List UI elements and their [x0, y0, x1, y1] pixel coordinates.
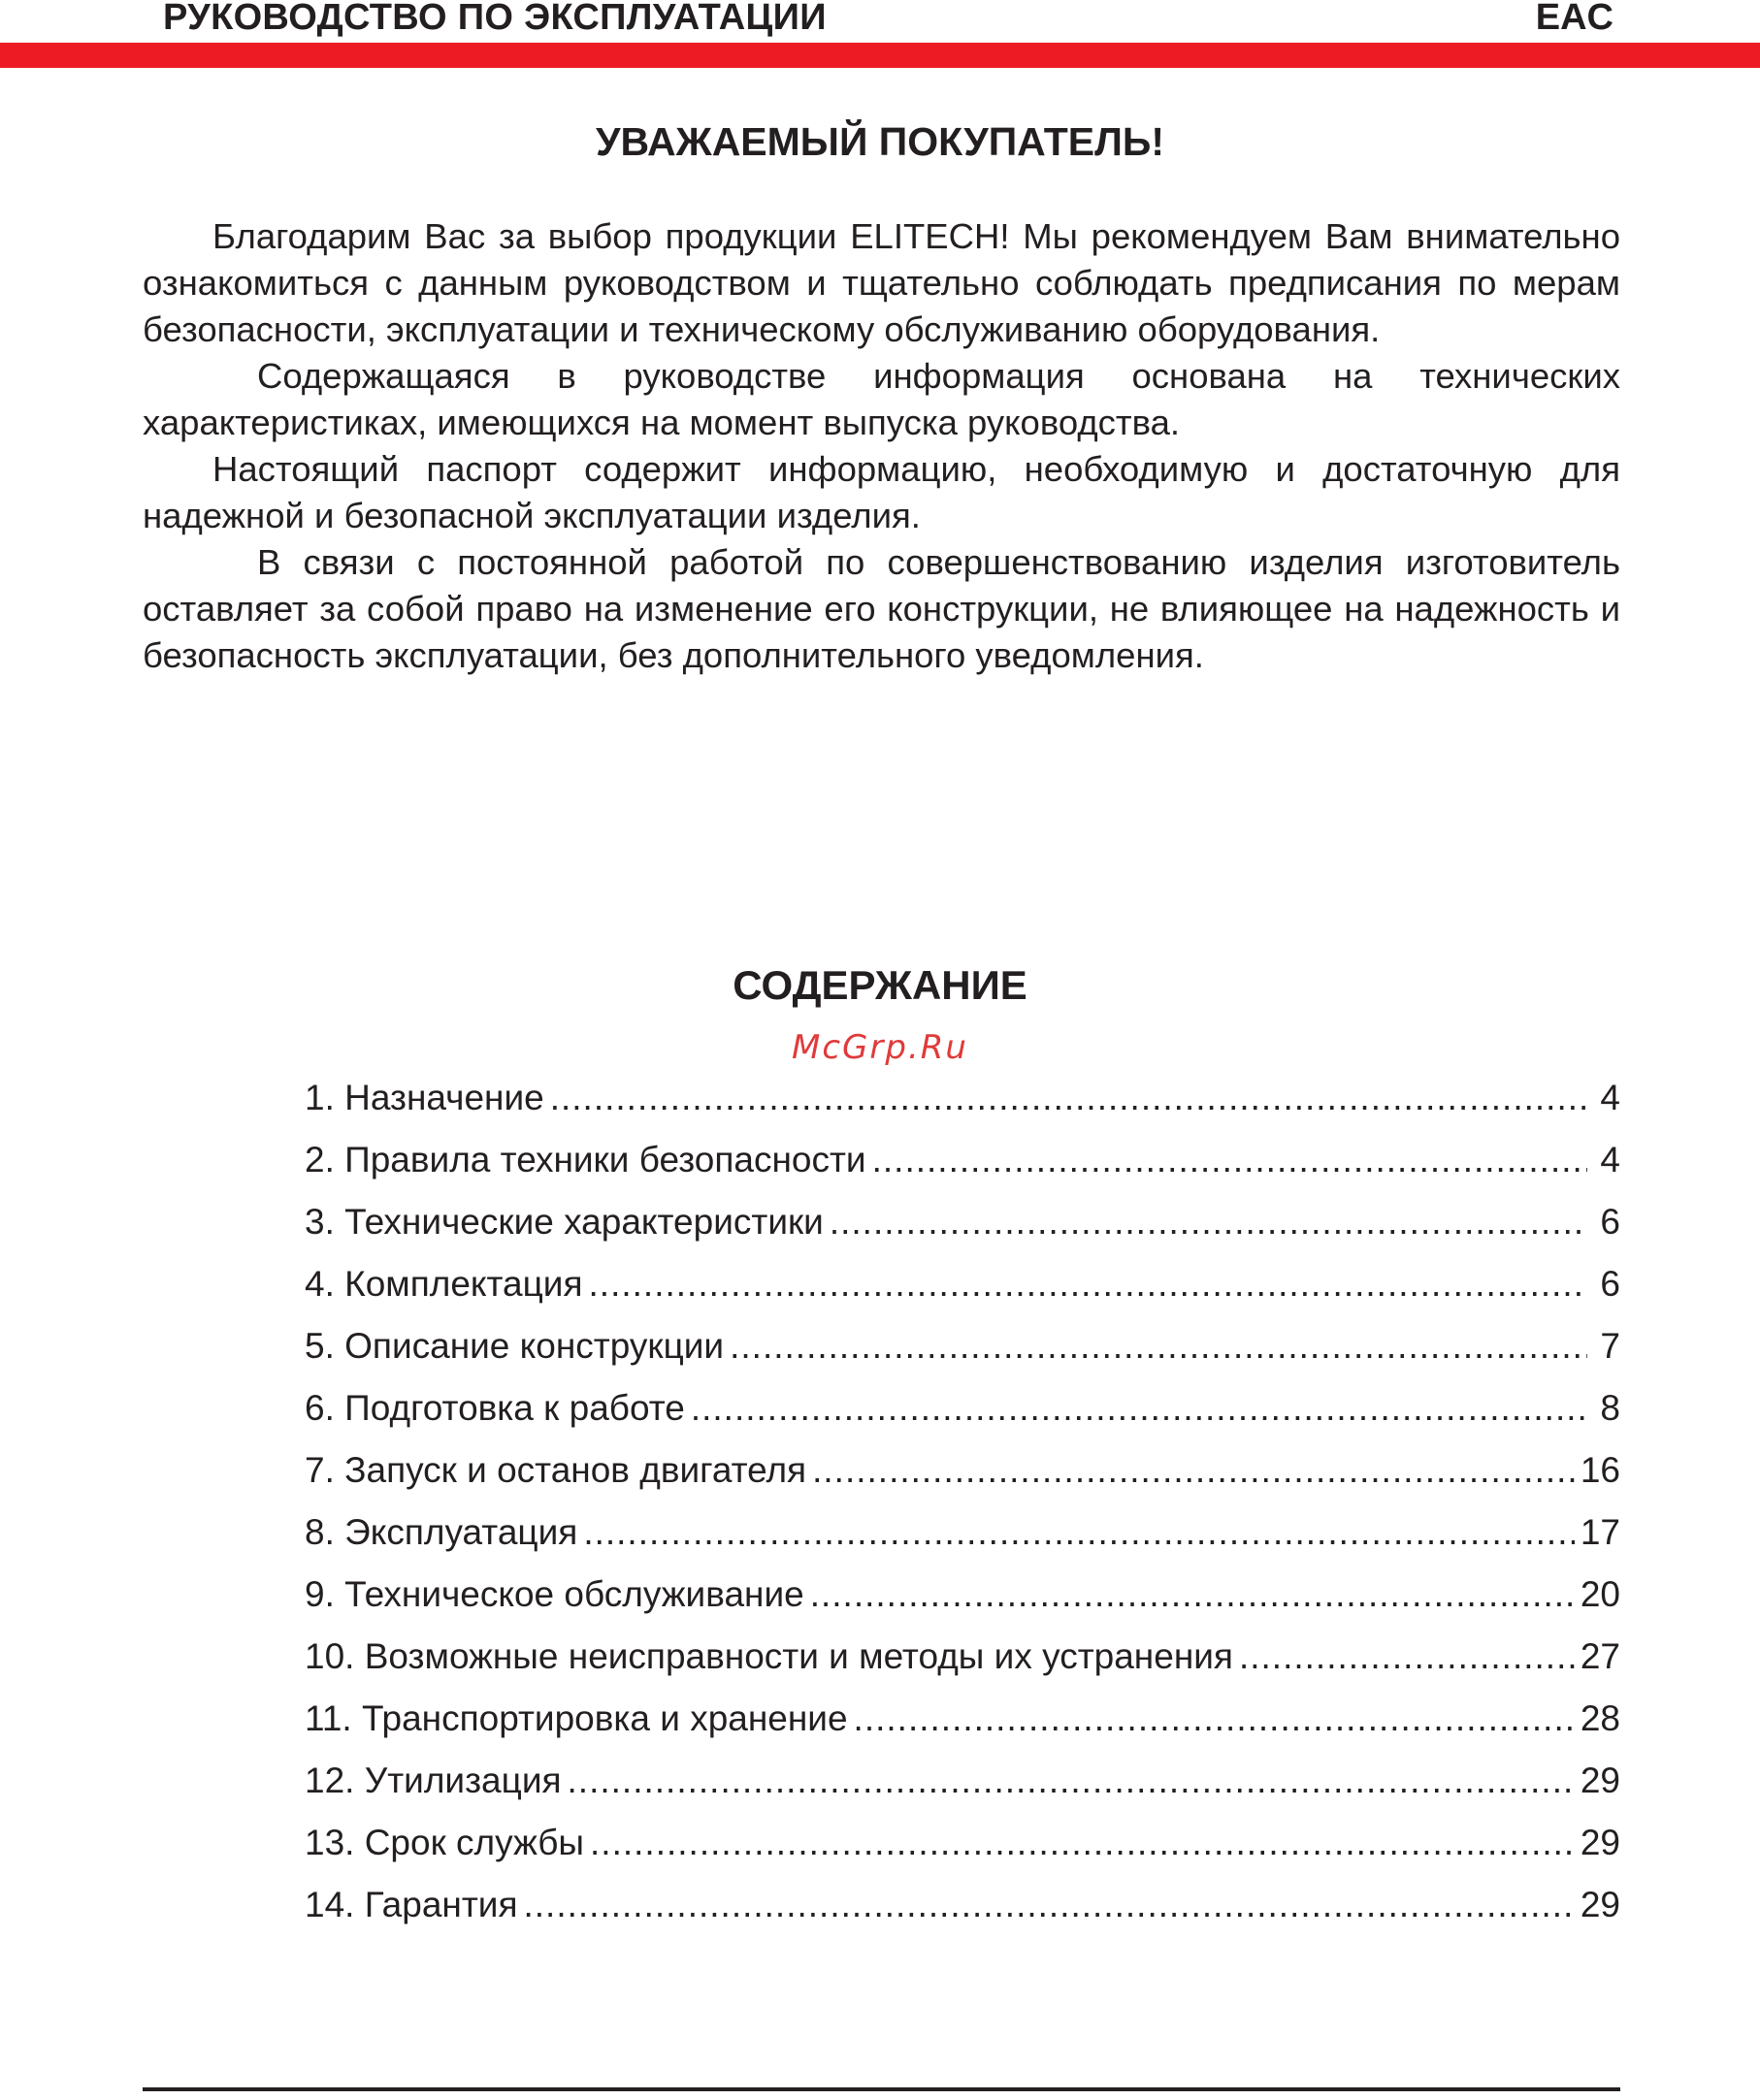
toc-item-page: 27 [1580, 1636, 1620, 1676]
toc-item-label: 12. Утилизация [305, 1761, 562, 1800]
intro-paragraph: Содержащаяся в руководстве информация основана на технических характеристиках, имеющихся на момент выпуска руководства. [143, 356, 1620, 442]
toc-item[interactable] [305, 1071, 1620, 1133]
footer-rule [143, 2087, 1620, 2091]
intro-text [143, 213, 1620, 679]
toc-item-label: 1. Назначение [305, 1078, 544, 1117]
toc-item-page: 7 [1600, 1326, 1620, 1366]
toc-item-label: 2. Правила техники безопасности [305, 1140, 866, 1179]
toc-leader-dots [830, 1195, 1587, 1249]
toc-item[interactable] [305, 1195, 1620, 1257]
intro-paragraph: В связи с постоянной работой по совершенствованию изделия изготовитель оставляет за собой право на изменение его конструкции, не влияющее на надежность и безопасность эксплуатации, без дополнительного уведомления. [143, 542, 1620, 675]
intro-paragraph: Настоящий паспорт содержит информацию, необходимую и достаточную для надежной и безопасной эксплуатации изделия. [143, 449, 1620, 535]
eac-mark: EAC [1535, 0, 1613, 38]
toc-leader-dots [854, 1692, 1575, 1746]
toc-item-label: 11. Транспортировка и хранение [305, 1698, 848, 1738]
toc-leader-dots [589, 1257, 1587, 1311]
toc-leader-dots [1239, 1630, 1575, 1684]
toc-item[interactable] [305, 1319, 1620, 1381]
toc-leader-dots [524, 1878, 1575, 1932]
toc-item-page: 8 [1600, 1388, 1620, 1428]
toc-item-page: 16 [1580, 1450, 1620, 1490]
toc-leader-dots [590, 1816, 1575, 1870]
toc-item[interactable] [305, 1505, 1620, 1567]
table-of-contents [305, 1071, 1620, 1940]
toc-leader-dots [730, 1319, 1587, 1373]
toc-item[interactable] [305, 1133, 1620, 1195]
toc-item-label: 8. Эксплуатация [305, 1512, 578, 1552]
toc-item-label: 14. Гарантия [305, 1885, 518, 1924]
toc-item[interactable] [305, 1816, 1620, 1878]
toc-item-page: 28 [1580, 1698, 1620, 1738]
toc-title: СОДЕРЖАНИЕ [733, 962, 1027, 1008]
toc-item[interactable] [305, 1443, 1620, 1505]
toc-item[interactable] [305, 1257, 1620, 1319]
toc-item-page: 4 [1600, 1078, 1620, 1117]
toc-item-page: 17 [1580, 1512, 1620, 1552]
toc-item-page: 6 [1600, 1202, 1620, 1242]
toc-item-label: 4. Комплектация [305, 1264, 583, 1304]
toc-leader-dots [583, 1505, 1575, 1560]
toc-item-page: 4 [1600, 1140, 1620, 1179]
toc-item-page: 29 [1580, 1761, 1620, 1800]
toc-leader-dots [872, 1133, 1587, 1187]
toc-item-page: 20 [1580, 1574, 1620, 1614]
header-title: РУКОВОДСТВО ПО ЭКСПЛУАТАЦИИ [163, 0, 827, 38]
toc-item[interactable] [305, 1381, 1620, 1443]
toc-item[interactable] [305, 1567, 1620, 1630]
greeting-title: УВАЖАЕМЫЙ ПОКУПАТЕЛЬ! [595, 119, 1165, 164]
toc-item-page: 6 [1600, 1264, 1620, 1304]
toc-leader-dots [810, 1567, 1575, 1622]
toc-item-label: 5. Описание конструкции [305, 1326, 725, 1366]
toc-item[interactable] [305, 1630, 1620, 1692]
toc-leader-dots [691, 1381, 1587, 1436]
toc-item-page: 29 [1580, 1823, 1620, 1862]
toc-item-label: 3. Технические характеристики [305, 1202, 824, 1242]
intro-paragraph: Благодарим Вас за выбор продукции ELITECH! Мы рекомендуем Вам внимательно ознакомиться с данным руководством и тщательно соблюдать предписания по мерам безопасности, эксплуатации и техническому обслуживанию оборудования. [143, 216, 1620, 349]
header-red-bar [0, 43, 1760, 68]
toc-item[interactable] [305, 1692, 1620, 1754]
toc-leader-dots [550, 1071, 1587, 1125]
page-header [0, 0, 1760, 70]
toc-leader-dots [812, 1443, 1575, 1498]
toc-item[interactable] [305, 1878, 1620, 1940]
toc-item-label: 10. Возможные неисправности и методы их устранения [305, 1636, 1233, 1676]
toc-item-page: 29 [1580, 1885, 1620, 1924]
toc-item-label: 6. Подготовка к работе [305, 1388, 685, 1428]
toc-item[interactable] [305, 1754, 1620, 1816]
toc-item-label: 13. Срок службы [305, 1823, 585, 1862]
toc-item-label: 9. Техническое обслуживание [305, 1574, 804, 1614]
watermark: McGrp.Ru [792, 1028, 968, 1067]
toc-item-label: 7. Запуск и останов двигателя [305, 1450, 807, 1490]
toc-leader-dots [568, 1754, 1575, 1808]
